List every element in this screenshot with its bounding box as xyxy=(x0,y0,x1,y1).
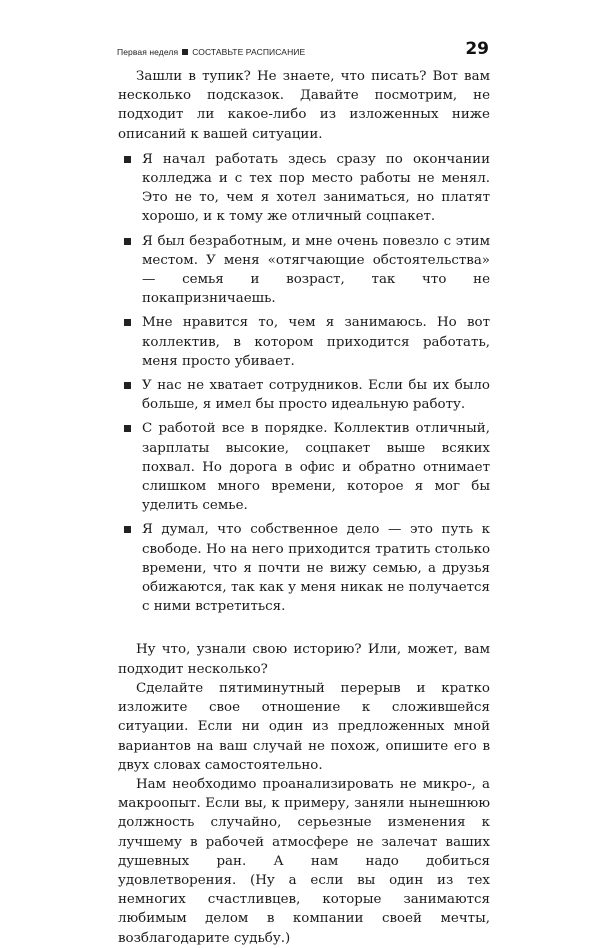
list-item-text: Мне нравится то, чем я занимаюсь. Но вот коллектив, в котором приходится работать, меня просто убивает. xyxy=(142,315,490,369)
bullet-square-icon xyxy=(124,382,131,389)
intro-paragraph: Зашли в тупик? Не знаете, что писать? Вот вам несколько подсказок. Давайте посмотрим, не подходит ли какое-либо из изложенных ниже описаний к вашей ситуации. xyxy=(118,69,490,142)
list-item-text: С работой все в порядке. Коллектив отличный, зарплаты высокие, соцпакет выше всяких похвал. Но дорога в офис и обратно отнимает слишком много времени, которое я мог бы уделить семье. xyxy=(142,421,490,514)
list-item xyxy=(118,376,490,414)
chapter-label: Первая неделя xyxy=(117,47,179,57)
list-item xyxy=(118,232,490,309)
list-item xyxy=(118,419,490,515)
bullet-square-icon xyxy=(124,238,131,245)
section-label: СОСТАВЬТЕ РАСПИСАНИЕ xyxy=(192,47,306,57)
list-item-text: Я начал работать здесь сразу по окончании колледжа и с тех пор место работы не менял. Это не то, чем я хотел заниматься, но платят хорошо, и к тому же отличный соцпакет. xyxy=(142,151,490,225)
body-text xyxy=(118,67,490,948)
list-item-text: Я был безработным, и мне очень повезло с этим местом. У меня «отягчающие обстоятельства» — семья и возраст, так что не покапризничаешь. xyxy=(142,233,490,307)
situation-list xyxy=(118,150,490,617)
separator-square-icon xyxy=(182,49,188,55)
running-title xyxy=(117,47,305,57)
list-item-text: У нас не хватает сотрудников. Если бы их было больше, я имел бы просто идеальную работу. xyxy=(142,378,490,413)
paragraph-recognize: Ну что, узнали свою историю? Или, может, вам подходит несколько? xyxy=(118,642,490,677)
page-number: 29 xyxy=(465,39,489,59)
section-spacer xyxy=(118,621,490,640)
paragraph-break: Сделайте пятиминутный перерыв и кратко изложите свое отношение к сложившейся ситуации. Если ни один из предложенных мной вариантов на ваш случай не похож, опишите его в двух словах самостоятельно. xyxy=(118,680,490,773)
list-item xyxy=(118,313,490,371)
list-item xyxy=(118,150,490,227)
list-item xyxy=(118,520,490,616)
bullet-square-icon xyxy=(124,425,131,432)
list-item-text: Я думал, что собственное дело — это путь к свободе. Но на него приходится тратить столько времени, что я почти не вижу семью, а друзья обижаются, так как у меня никак не получается с ними встретиться. xyxy=(142,522,490,615)
bullet-square-icon xyxy=(124,319,131,326)
bullet-square-icon xyxy=(124,526,131,533)
running-head xyxy=(117,41,489,61)
paragraph-analysis: Нам необходимо проанализировать не микро-, а макроопыт. Если вы, к примеру, заняли нынешнюю должность случайно, серьезные изменения к лучшему в рабочей атмосфере не залечат ваших душевных ран. А нам надо добиться удовлетворения. (Ну а если вы один из тех немногих счастливцев, которые занимаются любимым делом в компании своей мечты, возблагодарите судьбу.) xyxy=(118,776,490,946)
bullet-square-icon xyxy=(124,156,131,163)
